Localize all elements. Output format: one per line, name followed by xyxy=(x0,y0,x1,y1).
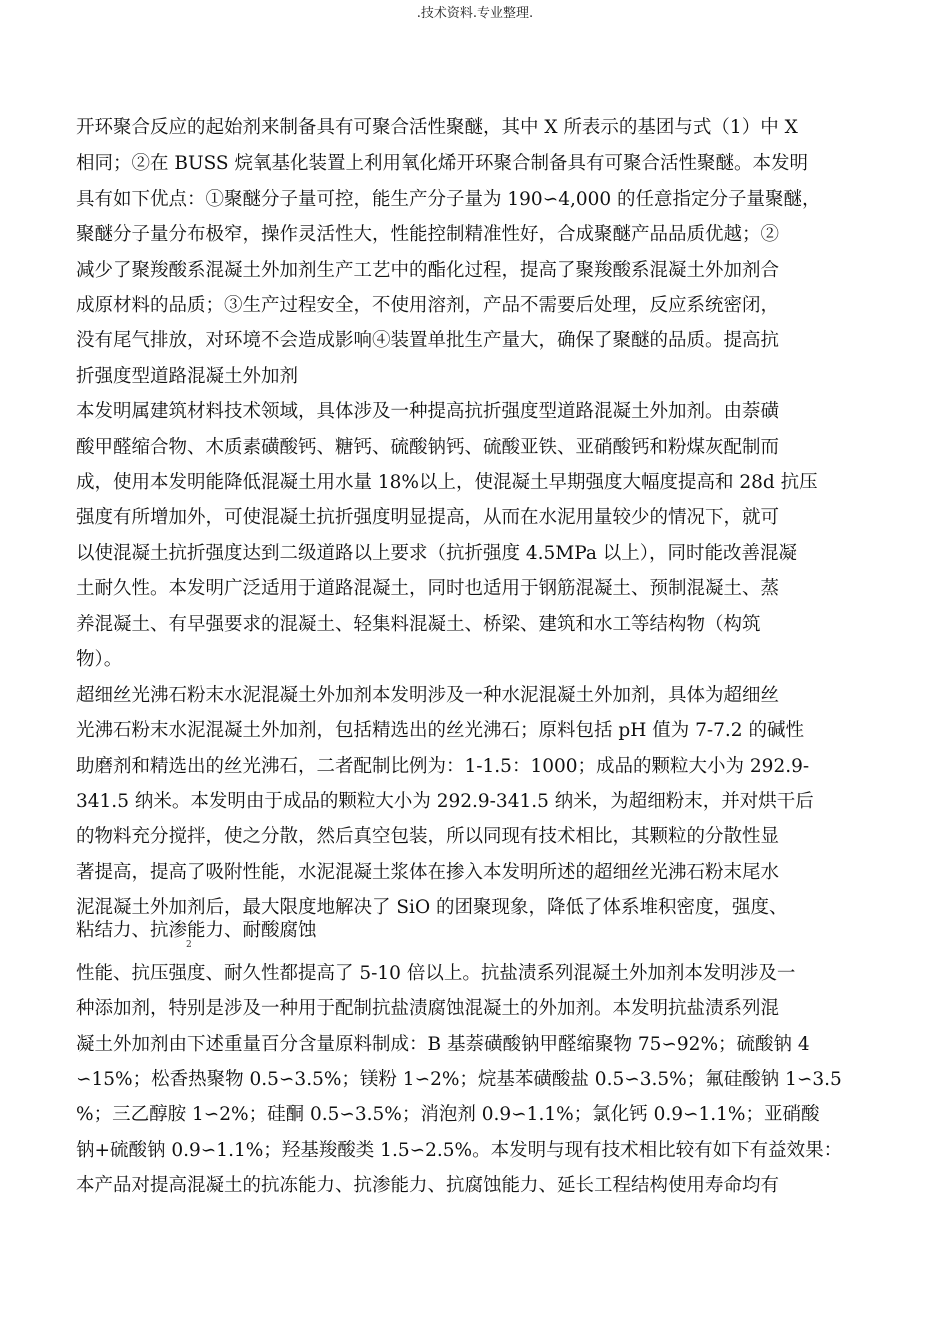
text-line: 物）。 xyxy=(76,649,123,670)
text-line: 成，使用本发明能降低混凝土用水量 18%以上，使混凝土早期强度大幅度提高和 28d 抗压 xyxy=(76,472,818,493)
text-line: 具有如下优点：①聚醚分子量可控，能生产分子量为 190∽4,000 的任意指定分子量聚醚， xyxy=(76,189,821,210)
text-line: 酸甲醛缩合物、木质素磺酸钙、糖钙、硫酸钠钙、硫酸亚铁、亚硝酸钙和粉煤灰配制而 xyxy=(76,437,780,458)
text-line: 粘结力、抗渗能力、耐酸腐蚀 xyxy=(76,920,317,941)
text-line: 凝土外加剂由下述重量百分含量原料制成：B 基萘磺酸钠甲醛缩聚物 75∽92%；硫酸钠 4 xyxy=(76,1034,810,1055)
page-header: .技术资料.专业整理. xyxy=(416,6,534,21)
text-line: 养混凝土、有早强要求的混凝土、轻集料混凝土、桥梁、建筑和水工等结构物（构筑 xyxy=(76,614,761,635)
text-line: 本发明属建筑材料技术领域，具体涉及一种提高抗折强度型道路混凝土外加剂。由萘磺 xyxy=(76,401,780,422)
text-line: 本产品对提高混凝土的抗冻能力、抗渗能力、抗腐蚀能力、延长工程结构使用寿命均有 xyxy=(76,1175,780,1196)
text-line: 折强度型道路混凝土外加剂 xyxy=(76,366,299,387)
text-line: 341.5 纳米。本发明由于成品的颗粒大小为 292.9-341.5 纳米，为超细粉末，并对烘干后 xyxy=(76,791,814,812)
page-number: 2 xyxy=(186,940,192,950)
text-line: 没有尾气排放，对环境不会造成影响④装置单批生产量大，确保了聚醚的品质。提高抗 xyxy=(76,330,780,351)
text-line: 性能、抗压强度、耐久性都提高了 5-10 倍以上。抗盐渍系列混凝土外加剂本发明涉及一 xyxy=(76,963,796,984)
text-line: 种添加剂，特别是涉及一种用于配制抗盐渍腐蚀混凝土的外加剂。本发明抗盐渍系列混 xyxy=(76,998,780,1019)
text-line: 钠+硫酸钠 0.9∽1.1%；羟基羧酸类 1.5∽2.5%。本发明与现有技术相比较有如下有益效果： xyxy=(76,1140,843,1161)
text-line: 光沸石粉末水泥混凝土外加剂，包括精选出的丝光沸石；原料包括 pH 值为 7-7.2 的碱性 xyxy=(76,720,804,741)
text-line: 著提高，提高了吸附性能，水泥混凝土浆体在掺入本发明所述的超细丝光沸石粉末尾水 xyxy=(76,862,780,883)
text-line: %；三乙醇胺 1∽2%；硅酮 0.5∽3.5%；消泡剂 0.9∽1.1%；氯化钙 0.9∽1.1%；亚硝酸 xyxy=(76,1104,820,1125)
text-line: 聚醚分子量分布极窄，操作灵活性大，性能控制精准性好，合成聚醚产品品质优越；② xyxy=(76,224,780,245)
text-line: 成原材料的品质；③生产过程安全，不使用溶剂，产品不需要后处理，反应系统密闭， xyxy=(76,295,780,316)
text-line: 的物料充分搅拌，使之分散，然后真空包装，所以同现有技术相比，其颗粒的分散性显 xyxy=(76,826,780,847)
text-line: ∽15%；松香热聚物 0.5∽3.5%；镁粉 1∽2%；烷基苯磺酸盐 0.5∽3.5%；氟硅酸钠 1∽3.5 xyxy=(76,1069,842,1090)
text-line: 土耐久性。本发明广泛适用于道路混凝土，同时也适用于钢筋混凝土、预制混凝土、蒸 xyxy=(76,578,780,599)
text-line: 减少了聚羧酸系混凝土外加剂生产工艺中的酯化过程，提高了聚羧酸系混凝土外加剂合 xyxy=(76,260,780,281)
text-line: 助磨剂和精选出的丝光沸石，二者配制比例为：1-1.5：1000；成品的颗粒大小为 292.9- xyxy=(76,756,810,777)
text-line: 超细丝光沸石粉末水泥混凝土外加剂本发明涉及一种水泥混凝土外加剂，具体为超细丝 xyxy=(76,685,780,706)
text-line: 相同；②在 BUSS 烷氧基化装置上利用氧化烯开环聚合制备具有可聚合活性聚醚。本发明 xyxy=(76,153,808,174)
text-line: 以使混凝土抗折强度达到二级道路以上要求（抗折强度 4.5MPa 以上），同时能改善混凝 xyxy=(76,543,798,564)
text-line: 泥混凝土外加剂后，最大限度地解决了 SiO 的团聚现象，降低了体系堆积密度，强度、 xyxy=(76,897,788,918)
text-line: 开环聚合反应的起始剂来制备具有可聚合活性聚醚，其中 X 所表示的基团与式（1）中 X xyxy=(76,117,798,138)
text-line: 强度有所增加外，可使混凝土抗折强度明显提高，从而在水泥用量较少的情况下，就可 xyxy=(76,507,780,528)
